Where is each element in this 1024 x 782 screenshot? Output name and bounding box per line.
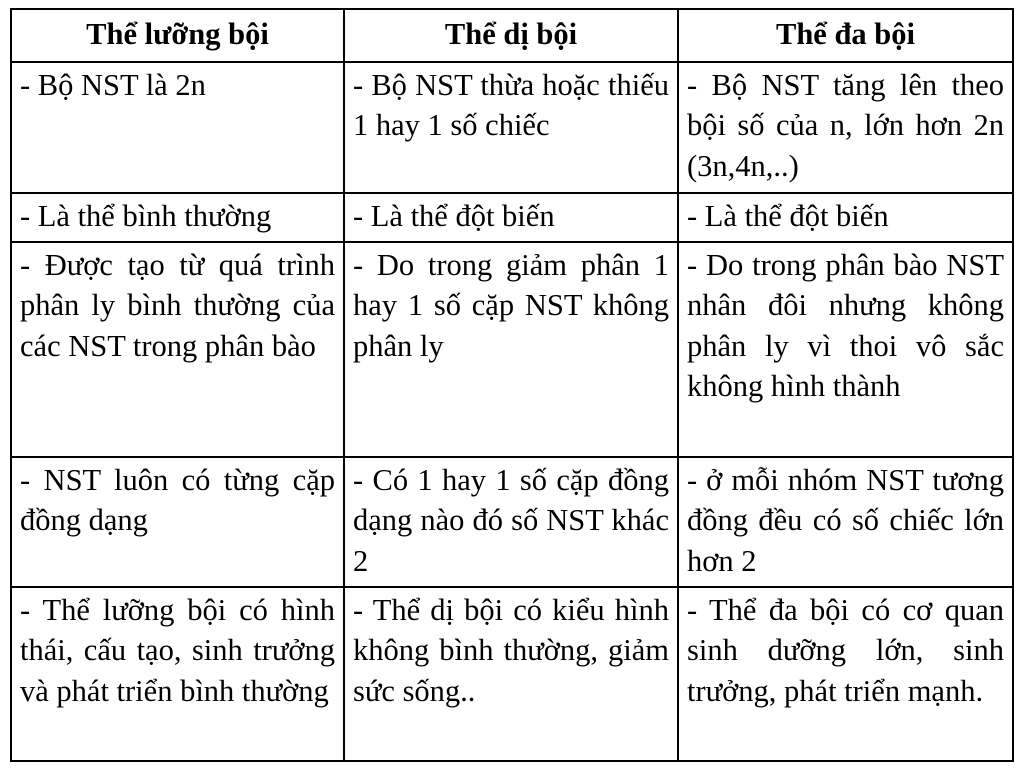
header-cell-polyploid: Thể đa bội — [678, 9, 1013, 62]
table-cell: - Do trong phân bào NST nhân đôi nhưng không phân ly vì thoi vô sắc không hình thành — [678, 242, 1013, 457]
table-cell: - Do trong giảm phân 1 hay 1 số cặp NST không phân ly — [344, 242, 678, 457]
table-row — [11, 62, 1013, 193]
table-cell: - Thể lưỡng bội có hình thái, cấu tạo, sinh trưởng và phát triển bình thường — [11, 587, 344, 761]
table-cell: - Thể đa bội có cơ quan sinh dưỡng lớn, sinh trưởng, phát triển mạnh. — [678, 587, 1013, 761]
table-row — [11, 242, 1013, 457]
table-header — [11, 9, 1013, 62]
table-cell: - Là thể đột biến — [344, 193, 678, 242]
table-cell: - Bộ NST là 2n — [11, 62, 344, 193]
table-row — [11, 193, 1013, 242]
table-cell: - Là thể đột biến — [678, 193, 1013, 242]
table-cell: - ở mỗi nhóm NST tương đồng đều có số chiếc lớn hơn 2 — [678, 457, 1013, 587]
table-cell: - Thể dị bội có kiểu hình không bình thường, giảm sức sống.. — [344, 587, 678, 761]
table-row — [11, 587, 1013, 761]
comparison-table — [10, 8, 1014, 762]
table-cell: - Được tạo từ quá trình phân ly bình thường của các NST trong phân bào — [11, 242, 344, 457]
table-cell: - Là thể bình thường — [11, 193, 344, 242]
table-cell: - Bộ NST tăng lên theo bội số của n, lớn hơn 2n (3n,4n,..) — [678, 62, 1013, 193]
table-cell: - NST luôn có từng cặp đồng dạng — [11, 457, 344, 587]
table-row — [11, 457, 1013, 587]
header-cell-aneuploid: Thể dị bội — [344, 9, 678, 62]
header-row — [11, 9, 1013, 62]
table-body — [11, 62, 1013, 761]
table-cell: - Có 1 hay 1 số cặp đồng dạng nào đó số NST khác 2 — [344, 457, 678, 587]
header-cell-diploid: Thể lưỡng bội — [11, 9, 344, 62]
table-cell: - Bộ NST thừa hoặc thiếu 1 hay 1 số chiếc — [344, 62, 678, 193]
